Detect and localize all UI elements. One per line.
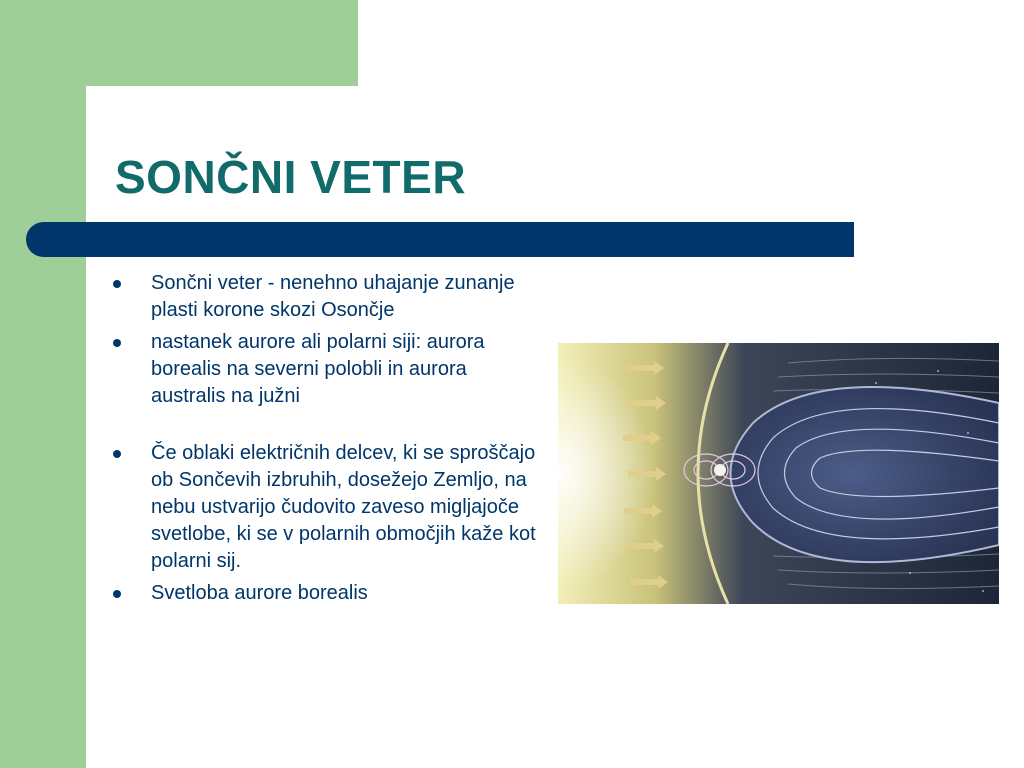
bullet-text: Svetloba aurore borealis (151, 582, 368, 604)
bullet-item (110, 270, 540, 324)
magnetosphere-illustration (558, 343, 999, 604)
green-top-band (0, 0, 358, 86)
bullet-item (110, 440, 540, 575)
bullet-text: Če oblaki električnih delcev, ki se sproščajo ob Sončevih izbruhih, dosežejo Zemljo, na nebu ustvarijo čudovito zaveso migljajoče svetlobe, ki se v polarnih območjih kaže kot polarni sij. (151, 442, 536, 572)
bullet-text: nastanek aurore ali polarni siji: aurora borealis na severni polobli in aurora australis na južni (151, 331, 485, 407)
bullet-item (110, 580, 540, 607)
bullet-dot-icon (113, 450, 121, 458)
bullet-dot-icon (113, 339, 121, 347)
bullet-list (110, 270, 540, 612)
bullet-dot-icon (113, 590, 121, 598)
slide-title: SONČNI VETER (115, 151, 467, 203)
title-underline-bar (26, 222, 854, 257)
green-side-band (0, 0, 86, 768)
bullet-dot-icon (113, 280, 121, 288)
bullet-text: Sončni veter - nenehno uhajanje zunanje plasti korone skozi Osončje (151, 272, 515, 321)
bullet-item (110, 329, 540, 410)
